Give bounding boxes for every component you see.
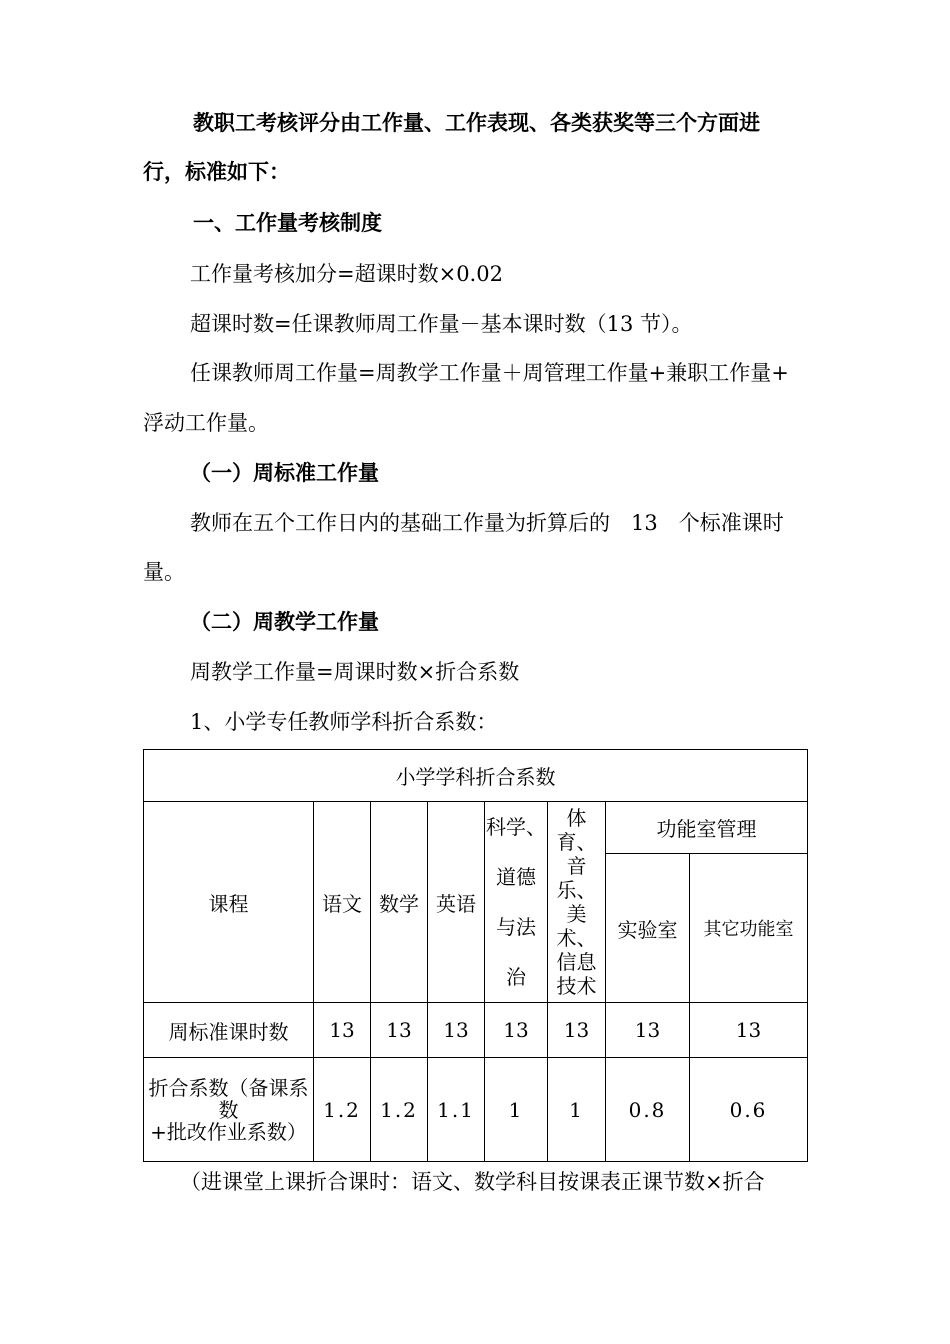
standard-body-line-2: 量。 [143, 560, 185, 584]
formula-weekly-workload-line-1: 任课教师周工作量=周教学工作量＋周管理工作量+兼职工作量+ [190, 361, 789, 385]
header-other-room: 其它功能室 [690, 854, 808, 1003]
cell-weekly-hours: 13 [428, 1003, 485, 1058]
cell-coefficient: 1.2 [371, 1058, 428, 1162]
header-math: 数学 [371, 802, 428, 1003]
header-lab: 实验室 [606, 854, 690, 1003]
formula-workload-bonus: 工作量考核加分=超课时数×0.02 [190, 262, 503, 286]
cell-coefficient: 1 [548, 1058, 606, 1162]
table-caption: 小学学科折合系数 [144, 750, 808, 802]
subsection-title-teaching: （二）周教学工作量 [190, 610, 379, 634]
intro-line-2: 行，标准如下： [143, 160, 290, 184]
cell-coefficient: 0.8 [606, 1058, 690, 1162]
row-label-coefficient [144, 1058, 314, 1162]
subsection-title-standard: （一）周标准工作量 [190, 461, 379, 485]
section-title-workload: 一、工作量考核制度 [193, 211, 382, 235]
cell-coefficient: 1.2 [314, 1058, 371, 1162]
cell-weekly-hours: 13 [690, 1003, 808, 1058]
cell-coefficient: 0.6 [690, 1058, 808, 1162]
cell-weekly-hours: 13 [485, 1003, 548, 1058]
header-chinese: 语文 [314, 802, 371, 1003]
list-item-primary-coefficients: 1、小学专任教师学科折合系数： [190, 710, 498, 734]
cell-weekly-hours: 13 [606, 1003, 690, 1058]
header-science-part: 科学、 [486, 815, 546, 839]
row-label-coefficient-part: 折合系数（备课系数 [148, 1075, 309, 1122]
header-function-room: 功能室管理 [606, 802, 808, 854]
header-science-part: 与法 [496, 915, 536, 939]
cell-weekly-hours: 13 [314, 1003, 371, 1058]
header-arts-part: 信息 [556, 950, 597, 974]
header-arts-part: 技术 [556, 974, 597, 998]
formula-extra-hours: 超课时数=任课教师周工作量－基本课时数（13 节）。 [190, 312, 693, 336]
cell-weekly-hours: 13 [548, 1003, 606, 1058]
header-english: 英语 [428, 802, 485, 1003]
intro-line-1: 教职工考核评分由工作量、工作表现、各类获奖等三个方面进 [193, 111, 760, 135]
standard-body-line-1: 教师在五个工作日内的基础工作量为折算后的 13 个标准课时 [190, 511, 784, 535]
header-science-ethics-law [485, 802, 548, 1003]
header-science-part: 道德 [496, 865, 536, 889]
row-label-coefficient-part: +批改作业系数） [150, 1119, 307, 1144]
cell-coefficient: 1 [485, 1058, 548, 1162]
header-pe-music-art-it [548, 802, 606, 1003]
header-arts-part: 美术、 [556, 902, 597, 950]
header-science-part: 治 [506, 965, 526, 989]
formula-weekly-workload-line-2: 浮动工作量。 [143, 411, 269, 435]
formula-teaching-workload: 周教学工作量=周课时数×折合系数 [190, 660, 520, 684]
coefficient-table [143, 749, 808, 1162]
header-arts-part: 体育、 [556, 806, 597, 854]
header-arts-part: 音乐、 [556, 854, 597, 902]
row-label-weekly-hours: 周标准课时数 [144, 1003, 314, 1058]
cell-coefficient: 1.1 [428, 1058, 485, 1162]
footer-note-line: （进课堂上课折合课时：语文、数学科目按课表正课节数×折合 [180, 1170, 765, 1194]
cell-weekly-hours: 13 [371, 1003, 428, 1058]
header-course: 课程 [144, 802, 314, 1003]
